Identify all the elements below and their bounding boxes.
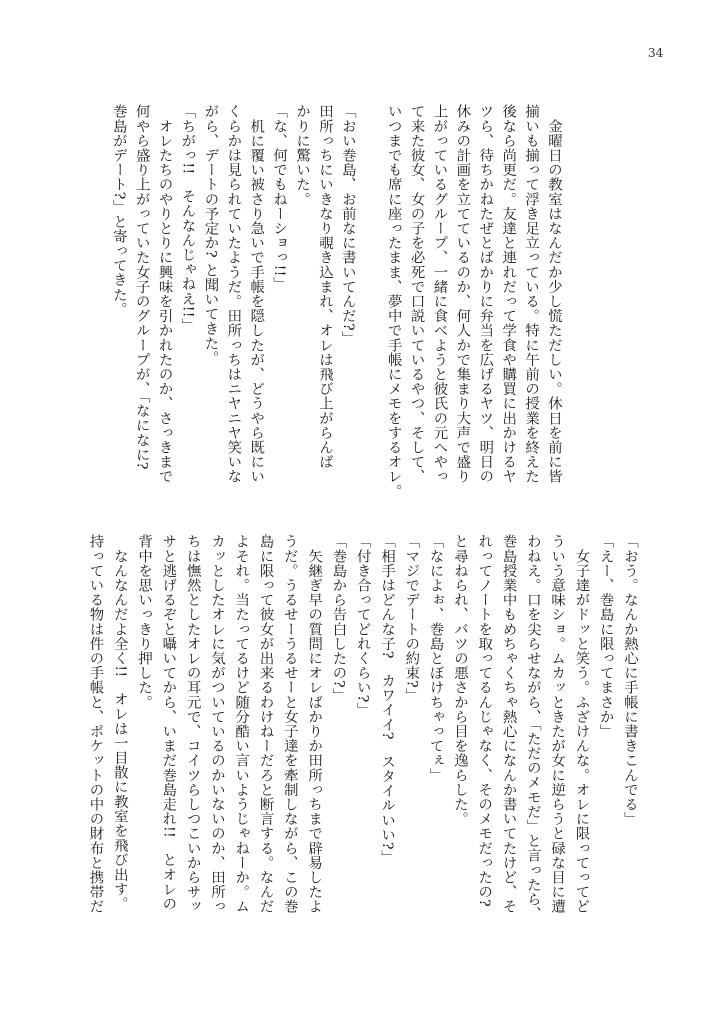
- text-line: 休みの計画を立てているのか、何人かで集まり大声で盛り: [454, 104, 471, 484]
- text-line: て来た彼女、女の子を必死で口説いているやつ、そして、: [408, 104, 425, 484]
- text-line: 金曜日の教室はなんだか少し慌ただしい。休日を前に皆: [546, 104, 562, 484]
- text-line: わねえ。口を尖らせながら、「ただのメモだ」と言ったら、: [524, 534, 541, 921]
- text-line: くらかは見られていたようだ。田所っちはニヤニヤ笑いな: [225, 104, 242, 484]
- text-line: 「マジでデートの約束?」: [403, 534, 420, 703]
- text-line: れってノートを取ってるんじゃなく、そのメモだったの?: [476, 534, 493, 907]
- text-line: 「付き合ってどれくらい?」: [354, 534, 371, 718]
- text-line: 「巻島から告白したの?」: [330, 534, 347, 703]
- text-line: ちは憮然としたオレの耳元で、コイツらしつこいからサッ: [184, 534, 201, 914]
- page-number: 34: [648, 46, 664, 60]
- text-line: 持っている物は件の手帳と、ポケットの中の財布と携帯だ: [87, 534, 104, 914]
- text-line: うだ。うるせーうるせーと女子達を牽制しながら、この巻: [281, 534, 298, 914]
- text-line: 巻島授業中もめちゃくちゃ熱心になんか書いてたけど、そ: [500, 534, 517, 914]
- text-line: ういう意味ショ。ムカッときたが女に逆らうと碌な目に遭: [549, 534, 566, 914]
- text-line: 巻島がデート?」と寄ってきた。: [110, 104, 127, 317]
- body-text-top: [107, 104, 565, 498]
- text-line: 「ちがっ!! そんなんじゃねえ!!」: [179, 104, 196, 333]
- text-line: 「なによぉ、巻島とぼけちゃってぇ」: [427, 534, 444, 783]
- text-line: よそれ。当たってるけど随分酷い言いようじゃねーか。ム: [233, 534, 250, 914]
- text-line: 矢継ぎ早の質問にオレばかりか田所っちまで辟易したよ: [306, 534, 323, 914]
- blank-line: [359, 104, 382, 498]
- text-line: 上がっているグループ、一緒に食べようと彼氏の元へやっ: [431, 104, 448, 484]
- text-line: 背中を思いっきり押した。: [136, 534, 153, 710]
- text-line: 「おい巻島、お前なに書いてんだ?」: [339, 104, 356, 346]
- text-line: 揃いも揃って浮き足立っている。特に午前の授業を終えた: [523, 104, 540, 484]
- body-text-bottom: [83, 534, 642, 921]
- text-line: 「えー、巻島に限ってまさか」: [597, 534, 614, 739]
- text-line: オレたちのやりとりに興味を引かれたのか、さっきまで: [156, 104, 173, 484]
- text-line: 田所っちにいきなり覗き込まれ、オレは飛び上がらんば: [316, 104, 333, 469]
- text-line: 後なら尚更だ。友達と連れだって学食や購買に出かけるヤ: [500, 104, 517, 484]
- text-line: 机に覆い被さり急いで手帳を隠したが、どうやら既にい: [248, 104, 265, 484]
- text-line: サと逃げるぞと囁いてから、いまだ巻島走れ!! とオレの: [160, 534, 177, 911]
- text-line: 「おう。なんか熱心に手帳に書きこんでる」: [622, 534, 638, 826]
- text-line: なんなんだよ全く!! オレは一目散に教室を飛び出す。: [111, 534, 128, 911]
- text-line: 何やら盛り上がっていた女子のグループが、「なになに?: [133, 104, 150, 470]
- text-line: 「相手はどんな子? カワイイ? スタイルいい?」: [379, 534, 396, 865]
- text-line: 「な、何でもねーショっ!!」: [271, 104, 288, 292]
- text-line: かりに驚いた。: [294, 104, 311, 207]
- text-line: 島に限って彼女が出来るわけねーだろと断言する。なんだ: [257, 534, 274, 914]
- text-line: カッとしたオレに気がついているのかいないのか、田所っ: [208, 534, 225, 914]
- text-line: 女子達がドッと笑う。ふざけんな。オレに限ってってど: [573, 534, 590, 914]
- text-line: いつまでも席に座ったまま、夢中で手帳にメモをするオレ。: [385, 104, 402, 499]
- text-line: ツら、待ちかねたぜとばかりに弁当を広げるヤツ、明日の: [477, 104, 494, 484]
- text-line: と尋ねられ、バツの悪さから目を逸らした。: [451, 534, 468, 826]
- text-line: がら、デートの予定か? と聞いてきた。: [202, 104, 219, 365]
